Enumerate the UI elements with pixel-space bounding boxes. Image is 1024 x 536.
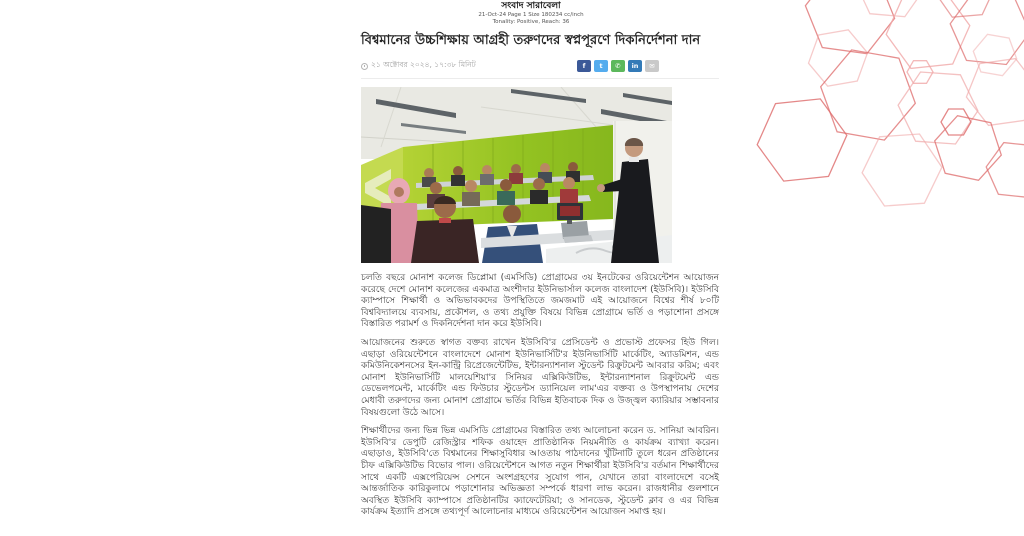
paragraph-3: শিক্ষার্থীদের জন্য ভিন্ন ভিন্ন এমসিডি প্রোগ্রামের বিস্তারিত তথ্য আলোচনা করেন ড. সানিয়া আবরিন। ইউসিবি'র ডেপুটি রেজিস্ট্রার শফিক ওয়াহেদ প্রাতিষ্ঠানিক নিয়মনীতি ও কার্যক্রম ব্যাখ্যা করেন। এছাড়াও, ইউসিবি'তে বিশ্বমানের শিক্ষাসুবিধার আওতায় পাঠদানের খুঁটিনাটি তুলে ধরেন প্রতিষ্ঠানের চীফ এক্সিকিউটিভ বিভোর পাল। ওরিয়েন্টেশনে আগত নতুন শিক্ষার্থীরা ইউসিবি'র বর্তমান শিক্ষার্থীদের সাথে একটি এক্সপেরিয়েন্স সেশনে অংশগ্রহণের সুযোগ পান, যেখানে তারা বাংলাদেশে বসেই আন্তর্জাতিক কারিকুলামে পড়াশোনার অভিজ্ঞতা সম্পর্কে ধারণা লাভ করেন। রাজধানীর গুলশানে অবস্থিত ইউসিবি ক্যাম্পাসে প্রতিষ্ঠানটির ক্যাফেটেরিয়া; ও সানডেক, স্টুডেন্ট ক্লাব ও এর বিভিন্ন কার্যক্রম ইত্যাদি প্রসঙ্গে তথ্যপূর্ণ আলোচনার মাধ্যমে ওরিয়েন্টেশন আয়োজন সমাপ্ত হয়। [361,426,719,518]
byline-row [361,57,719,75]
hexagon-outline [973,34,1016,75]
share-whatsapp-button[interactable]: ✆ [611,60,625,72]
article-column [358,0,722,526]
clock-icon [361,63,368,70]
hexagon-outline [941,109,971,135]
share-linkedin-button[interactable]: in [628,60,642,72]
classroom-photo-illustration [361,87,672,263]
hexagon-outline [862,134,942,206]
article-headline: বিশ্বমানের উচ্চশিক্ষায় আগ্রহী তরুণদের স্বপ্নপূরণে দিকনির্দেশনা দান [361,33,701,48]
byline-date: ২১ অক্টোবর ২০২৪, ১৭:৩৮ মিনিট [371,60,476,69]
divider [361,78,719,79]
paragraph-2: আয়োজনের শুরুতে স্বাগত বক্তব্য রাখেন ইউসিবি'র প্রেসিডেন্ট ও প্রভোস্ট প্রফেসর হিউ গিল। এছাড়া ওরিয়েন্টেশনে বাংলাদেশে মোনাশ ইউনিভার্সিটি'র ইউনিভার্সিটি মার্কেটিং, অ্যাডমিশন, এন্ড কমিউনিকেশনসের ইন-কান্ট্রি রিপ্রেজেন্টেটিভ, ইন্টারন্যাশনাল স্টুডেন্ট রিক্রুটমেন্ট আবরার করিম; এবং মোনাশ ইউনিভার্সিটি মালয়েশিয়া'র সিনিয়র এক্সিকিউটিভ, ইন্টারন্যাশনাল রিক্রুটমেন্ট এন্ড ডেভেলপমেন্ট, মার্কেটিং এন্ড ফিউচার স্টুডেন্টস ড্যানিয়েল লাম'এর বক্তব্য ও উপস্থাপনায় দেশের মেধাবী তরুণদের জন্য মোনাশ প্রোগ্রামে ভর্তির বিভিন্ন ইতিবাচক দিক ও উজ্জ্বল ক্যারিয়ার সম্ভাবনার বিষয়গুলো উঠে আসে। [361,337,719,418]
share-email-button[interactable]: ✉ [645,60,659,72]
masthead-meta-line2: Tonality: Positive, Reach: 36 [492,18,570,25]
hexagon-outline [821,50,916,140]
hexagon-outline [809,30,868,86]
hexagon-decoration [750,0,1024,215]
hexagon-outline [805,0,894,54]
article-body [361,273,719,519]
hexagon-outline [898,72,978,144]
share-button-group [577,60,659,72]
byline [361,60,476,72]
masthead [361,0,701,25]
share-twitter-button[interactable]: t [594,60,608,72]
article-photo [361,87,672,263]
paragraph-1: চলতি বছরে মোনাশ কলেজ ডিপ্লোমা (এমসিডি) প্রোগ্রামের ৩য় ইনটেকের ওরিয়েন্টেশন আয়োজন করেছে দেশে মোনাশ কলেজের একমাত্র অংশীদার ইউনিভার্সাল কলেজ বাংলাদেশ (ইউসিবি)। ইউসিবি ক্যাম্পাসে শিক্ষার্থী ও অভিভাবকদের উপস্থিতিতে জমজমাট এই আয়োজনে বিশ্বের শীর্ষ ৮০টি বিশ্ববিদ্যালয়ে ব্যবসায়, প্রকৌশল, ও তথ্য প্রযুক্তি বিষয়ে বিভিন্ন প্রোগ্রামে ভর্তি ও পড়াশোনা প্রসঙ্গে বিস্তারিত পরামর্শ ও দিকনির্দেশনা দান করে ইউসিবি। [361,273,719,330]
share-facebook-button[interactable]: f [577,60,591,72]
masthead-meta-line1: 21-Oct-24 Page 1 Size 180234 cc/inch [478,11,584,18]
hexagon-outline [757,99,847,181]
hexagon-outline [986,143,1024,198]
hexagon-outline [950,0,1024,65]
masthead-title: সংবাদ সারাবেলা [501,1,561,11]
